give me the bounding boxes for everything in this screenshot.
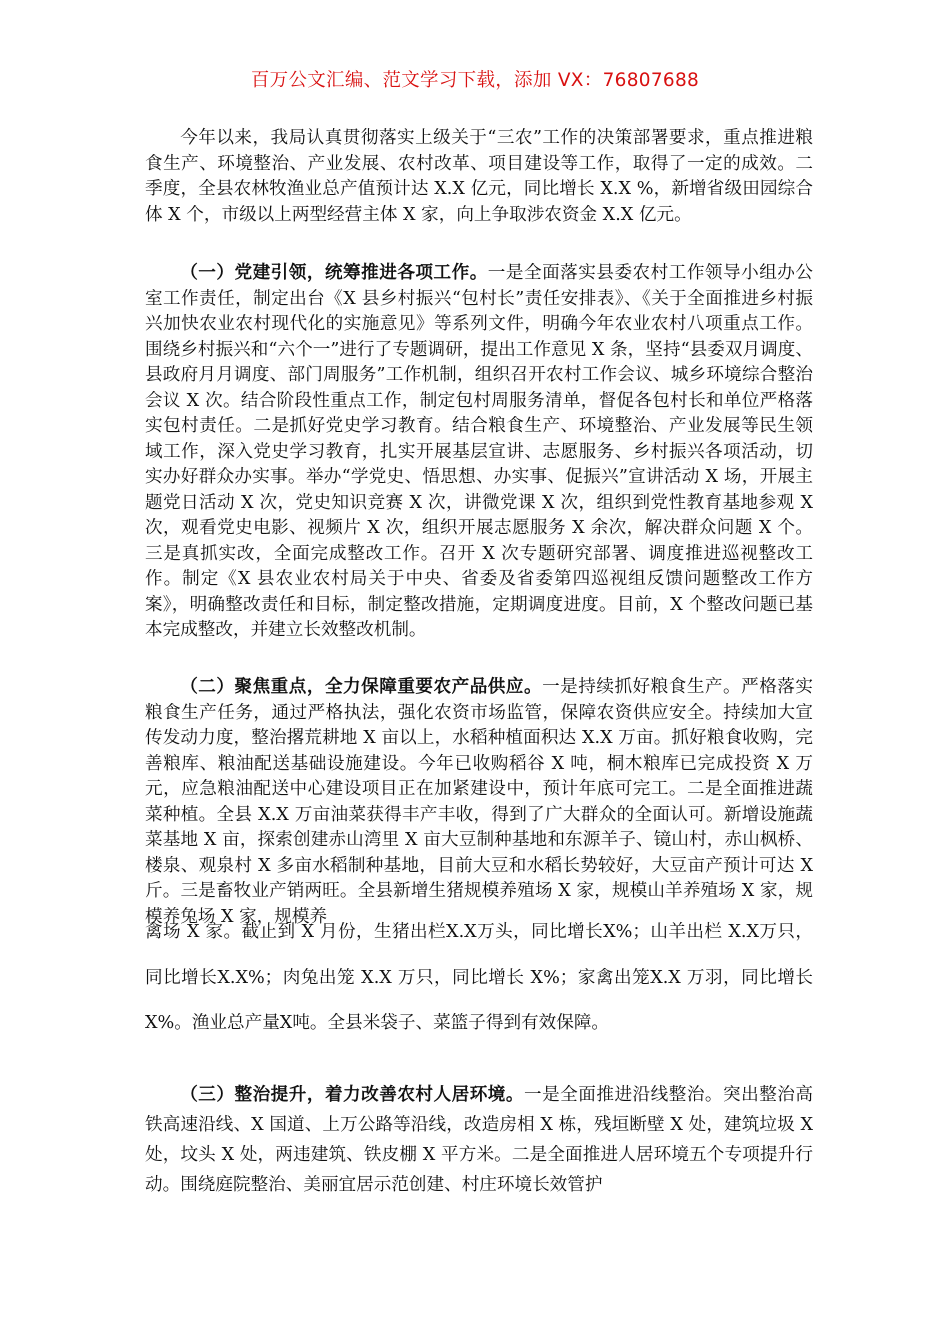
section-2-continuation: 禽场 X 家。截止到 X 月份，生猪出栏X.X万头，同比增长X%；山羊出栏 X.X万只，同比增长X.X%；肉兔出笼 X.X 万只，同比增长 X%；家禽出笼X.X 万羽，同比增长 X%。渔业总产量X吨。全县米袋子、菜篮子得到有效保障。: [145, 922, 813, 1033]
section-3-paragraph: [145, 1080, 813, 1200]
watermark-header: 百万公文汇编、范文学习下载，添加 VX：76807688: [250, 70, 700, 91]
intro-paragraph: 今年以来，我局认真贯彻落实上级关于“三农”工作的决策部署要求，重点推进粮食生产、环境整治、产业发展、农村改革、项目建设等工作，取得了一定的成效。二季度，全县农林牧渔业总产值预计达 X.X 亿元，同比增长 X.X %，新增省级田园综合体 X 个，市级以上两型经营主体 X 家，向上争取涉农资金 X.X 亿元。: [145, 128, 813, 225]
section-2-heading: （二）聚焦重点，全力保障重要农产品供应。: [180, 676, 543, 697]
section-2-text: 一是持续抓好粮食生产。严格落实粮食生产任务，通过严格执法，强化农资市场监管，保障农资供应安全。持续加大宣传发动力度，整治撂荒耕地 X 亩以上，水稻种植面积达 X.X 万亩。抓好粮食收购，完善粮库、粮油配送基础设施建设。今年已收购稻谷 X 吨，桐木粮库已完成投资 X 万元，应急粮油配送中心建设项目正在加紧建设中，预计年底可完工。二是全面推进蔬菜种植。全县 X.X 万亩油菜获得丰产丰收，得到了广大群众的全面认可。新增设施蔬菜基地 X 亩，探索创建赤山湾里 X 亩大豆制种基地和东源羊子、镜山村，赤山枫桥、楼泉、观泉村 X 多亩水稻制种基地，目前大豆和水稻长势较好，大豆亩产预计可达 X 斤。三是畜牧业产销两旺。全县新增生猪规模养殖场 X 家，规模山羊养殖场 X 家，规模养兔场 X 家，规模养: [145, 677, 813, 927]
section-1-paragraph: [145, 260, 813, 644]
section-3-heading: （三）整治提升，着力改善农村人居环境。: [180, 1084, 524, 1105]
section-1-heading: （一）党建引领，统筹推进各项工作。: [180, 262, 488, 283]
section-3-text: 一是全面推进沿线整治。突出整治高铁高速沿线、X 国道、上万公路等沿线，改造房相 X 栋，残垣断壁 X 处，建筑垃圾 X 处，坟头 X 处，两违建筑、铁皮棚 X 平方米。二是全面推进人居环境五个专项提升行动。围绕庭院整治、美丽宜居示范创建、村庄环境长效管护: [145, 1085, 813, 1195]
section-1-text: 一是全面落实县委农村工作领导小组办公室工作责任，制定出台《X 县乡村振兴“包村长”责任安排表》、《关于全面推进乡村振兴加快农业农村现代化的实施意见》等系列文件，明确今年农业农村八项重点工作。围绕乡村振兴和“六个一”进行了专题调研，提出工作意见 X 条，坚持“县委双月调度、县政府月月调度、部门周服务”工作机制，组织召开农村工作会议、城乡环境综合整治会议 X 次。结合阶段性重点工作，制定包村周服务清单，督促各包村长和单位严格落实包村责任。二是抓好党史学习教育。结合粮食生产、环境整治、产业发展等民生领域工作，深入党史学习教育，扎实开展基层宣讲、志愿服务、乡村振兴各项活动，切实办好群众办实事。举办“学党史、悟思想、办实事、促振兴”宣讲活动 X 场，开展主题党日活动 X 次，党史知识竞赛 X 次，讲微党课 X 次，组织到党性教育基地参观 X 次，观看党史电影、视频片 X 次，组织开展志愿服务 X 余次，解决群众问题 X 个。三是真抓实改，全面完成整改工作。召开 X 次专题研究部署、调度推进巡视整改工作。制定《X 县农业农村局关于中央、省委及省委第四巡视组反馈问题整改工作方案》，明确整改责任和目标，制定整改措施，定期调度进度。目前，X 个整改问题已基本完成整改，并建立长效整改机制。: [145, 263, 813, 640]
section-2-paragraph: [145, 674, 813, 930]
